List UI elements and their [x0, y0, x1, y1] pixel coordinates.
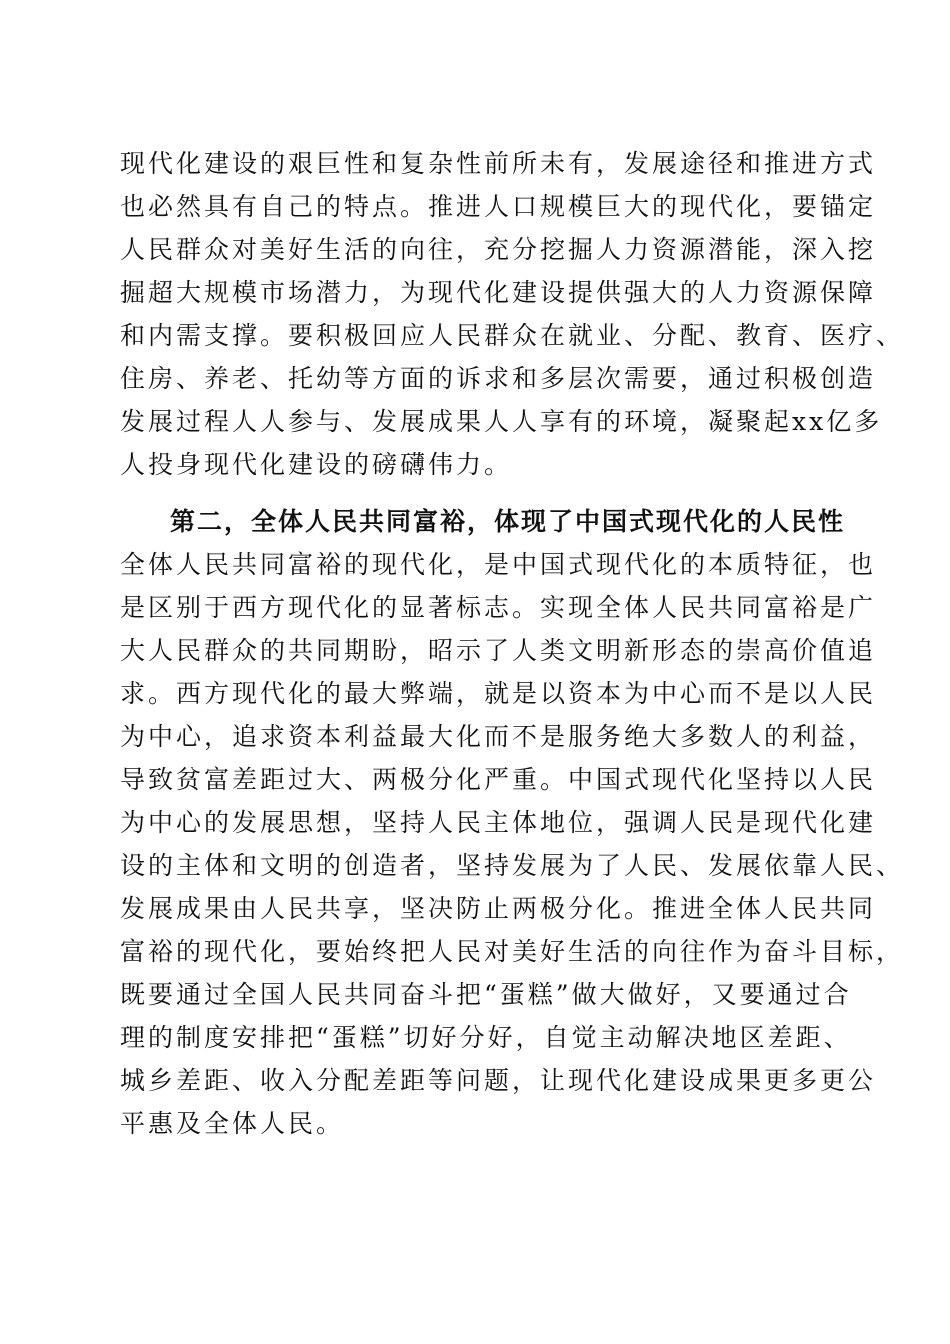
section-heading: 第二，全体人民共同富裕，体现了中国式现代化的人民性 — [170, 507, 846, 536]
paragraph-1 — [120, 142, 905, 486]
paragraph-line: 也必然具有自己的特点。推进人口规模巨大的现代化，要锚定 — [120, 192, 877, 221]
paragraph-line: 富裕的现代化，要始终把人民对美好生活的向往作为奋斗目标， — [120, 937, 905, 966]
paragraph-line: 平惠及全体人民。 — [120, 1109, 345, 1138]
paragraph-line: 现代化建设的艰巨性和复杂性前所未有，发展途径和推进方式 — [120, 149, 877, 178]
paragraph-line: 理的制度安排把“蛋糕”切好分好，自觉主动解决地区差距、 — [120, 1023, 852, 1052]
paragraph-line: 导致贫富差距过大、两极分化严重。中国式现代化坚持以人民 — [120, 765, 877, 794]
paragraph-line: 住房、养老、托幼等方面的诉求和多层次需要，通过积极创造 — [120, 364, 877, 393]
paragraph-line: 掘超大规模市场潜力，为现代化建设提供强大的人力资源保障 — [120, 278, 877, 307]
paragraph-line: 全体人民共同富裕的现代化，是中国式现代化的本质特征，也 — [120, 550, 877, 579]
paragraph-line: 人投身现代化建设的磅礴伟力。 — [120, 450, 513, 479]
paragraph-line: 为中心，追求资本利益最大化而不是服务绝大多数人的利益， — [120, 722, 877, 751]
paragraph-line: 求。西方现代化的最大弊端，就是以资本为中心而不是以人民 — [120, 679, 877, 708]
paragraph-line: 设的主体和文明的创造者，坚持发展为了人民、发展依靠人民、 — [120, 851, 905, 880]
paragraph-line: 和内需支撑。要积极回应人民群众在就业、分配、教育、医疗、 — [120, 321, 905, 350]
paragraph-line: 大人民群众的共同期盼，昭示了人类文明新形态的崇高价值追 — [120, 636, 877, 665]
paragraph-line: 为中心的发展思想，坚持人民主体地位，强调人民是现代化建 — [120, 808, 877, 837]
paragraph-line: 是区别于西方现代化的显著标志。实现全体人民共同富裕是广 — [120, 593, 877, 622]
paragraph-line: 发展成果由人民共享，坚决防止两极分化。推进全体人民共同 — [120, 894, 877, 923]
paragraph-line: 人民群众对美好生活的向往，充分挖掘人力资源潜能，深入挖 — [120, 235, 877, 264]
paragraph-line: 发展过程人人参与、发展成果人人享有的环境，凝聚起xx亿多 — [120, 407, 883, 436]
paragraph-line: 城乡差距、收入分配差距等问题，让现代化建设成果更多更公 — [120, 1066, 877, 1095]
paragraph-line: 既要通过全国人民共同奋斗把“蛋糕”做大做好，又要通过合 — [120, 980, 852, 1009]
paragraph-2 — [120, 543, 905, 1145]
